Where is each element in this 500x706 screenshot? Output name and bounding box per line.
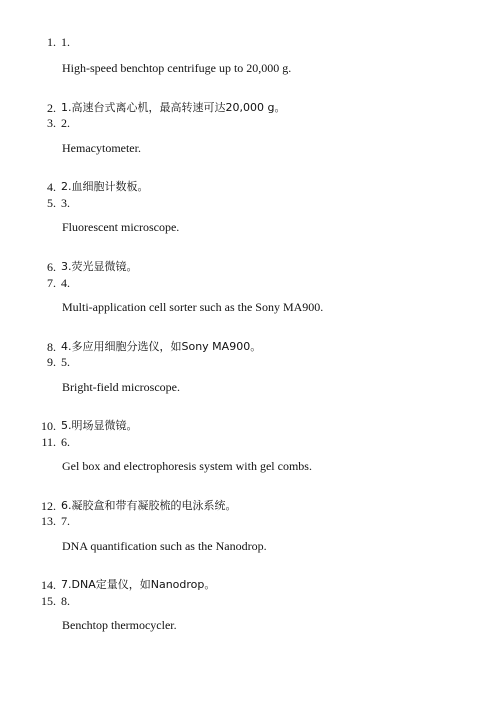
list-number: 2.	[47, 101, 56, 115]
list-number: 14.	[41, 578, 56, 592]
list-item-text: 7.DNA定量仪，如Nanodrop。	[61, 578, 216, 591]
list-number: 7.	[47, 276, 56, 290]
paragraph: Multi-application cell sorter such as the Sony MA900.	[62, 300, 324, 314]
list-number: 15.	[41, 594, 56, 608]
list-number: 5.	[47, 196, 56, 210]
list-item-text: 8.	[61, 594, 70, 608]
list-item-text: 6.凝胶盒和带有凝胶梳的电泳系统。	[61, 499, 237, 512]
list-item-text: 6.	[61, 435, 70, 449]
list-number: 11.	[41, 435, 56, 449]
list-number: 13.	[41, 514, 56, 528]
list-item-text: 7.	[61, 514, 70, 528]
paragraph: High-speed benchtop centrifuge up to 20,000 g.	[62, 61, 292, 75]
list-number: 10.	[41, 419, 56, 433]
list-number: 4.	[47, 180, 56, 194]
paragraph: Bright-field microscope.	[62, 380, 180, 394]
list-number: 3.	[47, 116, 56, 130]
list-item-text: 2.	[61, 116, 70, 130]
list-number: 1.	[47, 35, 56, 49]
list-item-text: 3.	[61, 196, 70, 210]
paragraph: DNA quantification such as the Nanodrop.	[62, 539, 267, 553]
paragraph: Hemacytometer.	[62, 141, 141, 155]
list-number: 6.	[47, 260, 56, 274]
list-item-text: 1.	[61, 35, 70, 49]
paragraph: Fluorescent microscope.	[62, 220, 180, 234]
list-number: 12.	[41, 499, 56, 513]
list-item-text: 4.	[61, 276, 70, 290]
list-number: 9.	[47, 355, 56, 369]
paragraph: Benchtop thermocycler.	[62, 618, 177, 632]
paragraph: Gel box and electrophoresis system with gel combs.	[62, 459, 312, 473]
list-item-text: 3.荧光显微镜。	[61, 260, 138, 273]
list-item-text: 4.多应用细胞分选仪，如Sony MA900。	[61, 340, 262, 353]
list-item-text: 5.	[61, 355, 70, 369]
list-item-text: 5.明场显微镜。	[61, 419, 138, 432]
list-item-text: 2.血细胞计数板。	[61, 180, 149, 193]
list-number: 8.	[47, 340, 56, 354]
list-item-text: 1.高速台式离心机，最高转速可达20,000 g。	[61, 101, 286, 114]
